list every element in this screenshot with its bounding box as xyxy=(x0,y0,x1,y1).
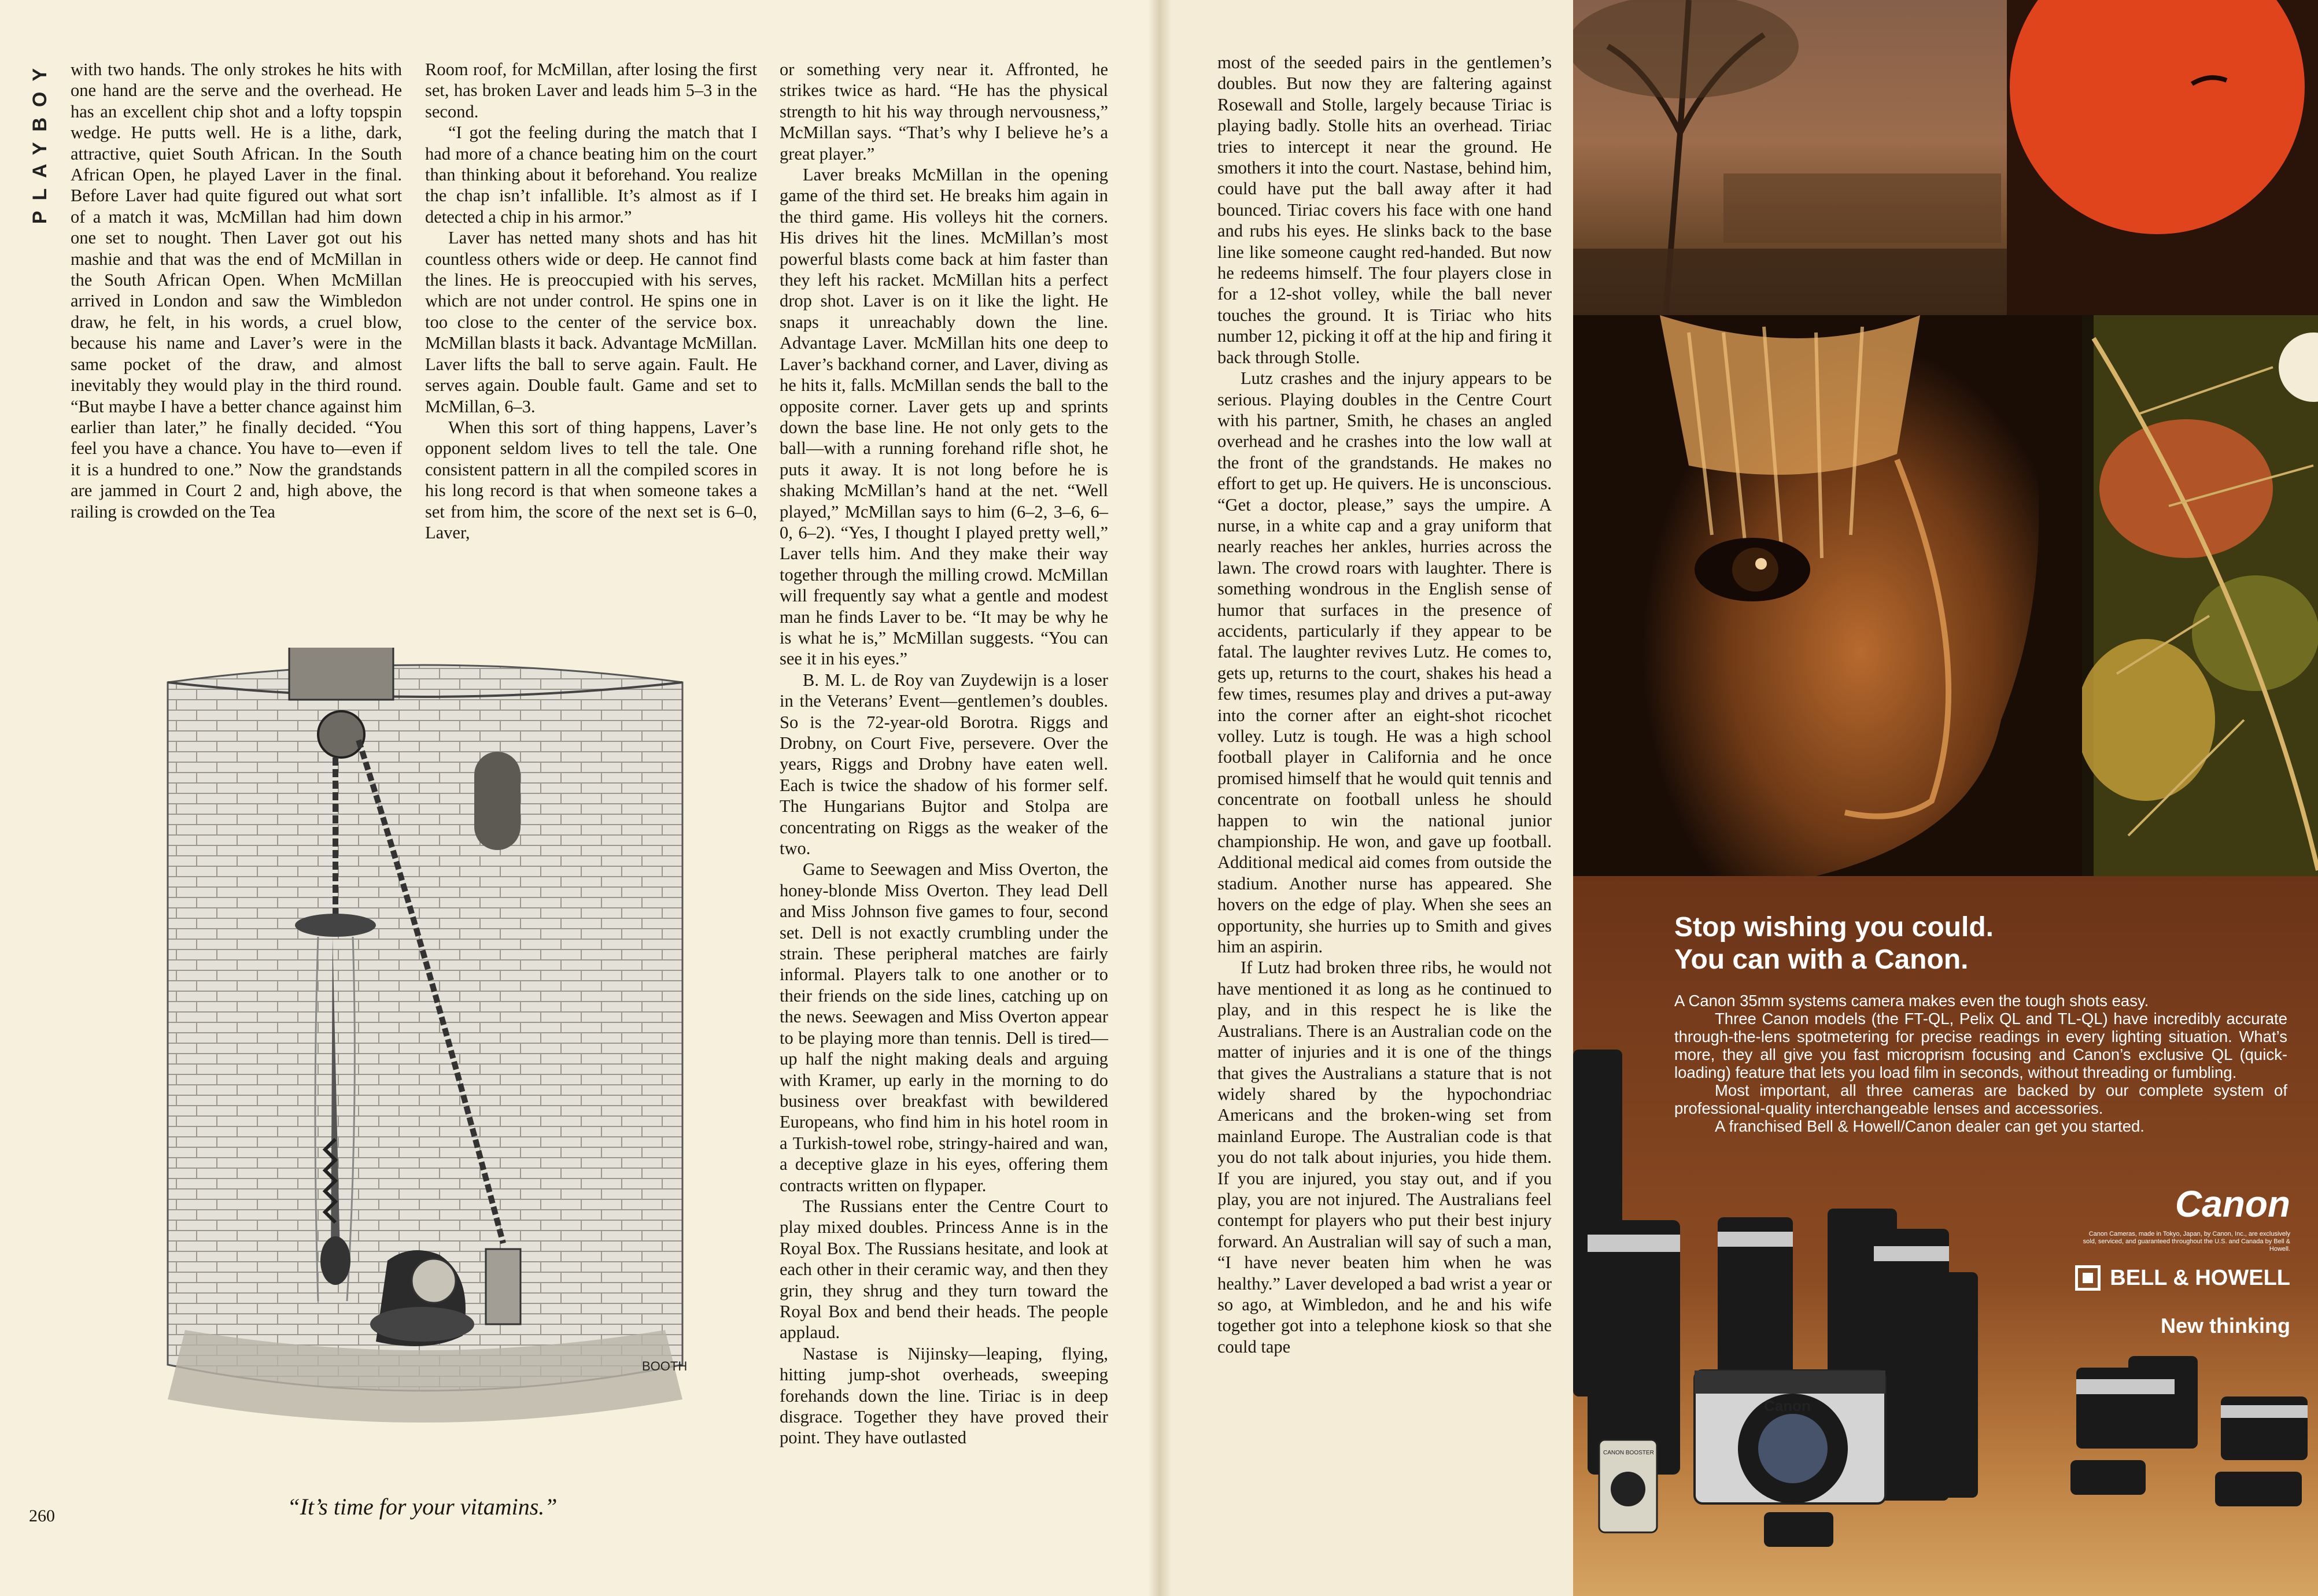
ad-headline-line-1: Stop wishing you could. xyxy=(1674,912,1994,943)
sun-photo xyxy=(2007,0,2318,315)
article-paragraph: Lutz crashes and the injury appears to be serious. Playing doubles in the Centre Court with his partner, Smith, he chases an angled overhead and he crashes into the low wall at the front of the grandstands. He makes no effort to get up. He quivers. He is unconscious. “Get a doctor, please,” says the umpire. A nurse, in a white cap and a gray uniform that nearly reaches her ankles, hurries across the lawn. The crowd roars with laughter. There is something wondrous in the English sense of humor that surfaces in the presence of accidents, particularly if they appear to be fatal. The laughter revives Lutz. He comes to, gets up, returns to the court, shakes his head a few times, resumes play and drives a put-away into the corner after an eight-shot ricochet volley. Lutz is tough. He was a high school football player in California and he once promised himself that he would quit tennis and concentrate on football unless he should happen to win the national junior championship. He won, and gave up football. Additional medical aid comes from outside the stadium. Another nurse has appeared. She hovers on the edge of play. When she sees an opportunity, she hurries up to Smith and gives him an aspirin. xyxy=(1217,368,1552,957)
camera-brand-badge: Canon xyxy=(1764,1397,1811,1414)
canon-logo: Canon xyxy=(2175,1183,2290,1225)
ad-paragraph: Three Canon models (the FT-QL, Pelix QL and TL-QL) have incredibly accurate through-the-lens spotmetering for precise readings in every lighting situation. What’s more, they all give you fast microprism focusing and Canon’s exclusive QL (quick-loading) feature that lets you load film in seconds, without threading or fumbling. xyxy=(1674,1010,2287,1081)
article-paragraph: Room roof, for McMillan, after losing the first set, has broken Laver and leads him 5–3 in the second. xyxy=(425,60,757,121)
tree-photo xyxy=(1573,0,2007,315)
article-column-3 xyxy=(780,59,1108,1449)
article-column-2 xyxy=(425,59,757,543)
article-paragraph: Laver has netted many shots and has hit countless others wide or deep. He cannot find the lines. He is preoccupied with his serves, which are not under control. He spins one in too close to the center of the service box. McMillan blasts it back. Advantage McMillan. Laver lifts the ball to serve again. Fault. He serves again. Double fault. Game and set to McMillan, 6–3. xyxy=(425,228,757,416)
article-paragraph: If Lutz had broken three ribs, he would not have mentioned it as long as he continued to play, and in this respect he is like the Australians. There is an Australian code on the matter of injuries and it is one of the things that gives the Australians a stature that is not widely shared by the hypochondriac Americans and the broken-wing set from mainland Europe. The Australian code is that you do not talk about injuries, you hide them. If you are injured, you stay out, and if you play, you are not injured. The Australians feel contempt for players who put their best injury forward. An Australian will say of such a man, “I have never beaten him when he was healthy.” Laver developed a bad wrist a year or so ago, at Wimbledon, and he and his wife together got into a telephone kiosk so that she could tape xyxy=(1217,958,1552,1357)
ad-tagline: New thinking xyxy=(2161,1314,2290,1338)
cartoon-signature: BOOTH xyxy=(642,1359,688,1373)
autumn-leaf-photo xyxy=(2082,315,2318,876)
article-paragraph: most of the seeded pairs in the gentlemen’s doubles. But now they are faltering against Rosewall and Stolle, largely because Tiriac is playing badly. Stolle hits an overhead. Tiriac tries to intercept it near the ground. He smothers it into the court. Nastase, behind him, could have put the ball away after it had bounced. Tiriac covers his face with one hand and rubs his eyes. He slinks back to the base line like someone caught red-handed. But now he redeems himself. The four players close in for a 12-shot volley, while the ball never touches the ground. It is Tiriac who hits number 12, picking it off at the hip and firing it back through Stolle. xyxy=(1217,53,1552,367)
article-paragraph: B. M. L. de Roy van Zuydewijn is a loser in the Veterans’ Event—gentlemen’s doubles. So is the 72-year-old Borotra. Riggs and Drobny, on Court Five, persevere. Over the years, Riggs and Drobny have eaten well. Each is twice the shadow of his former self. The Hungarians Bujtor and Stolpa are concentrating on Riggs as the weaker of the two. xyxy=(780,670,1108,859)
ad-paragraph: A franchised Bell & Howell/Canon dealer can get you started. xyxy=(1715,1117,2144,1135)
gutter xyxy=(1148,0,1171,1596)
canon-fine-print: Canon Cameras, made in Tokyo, Japan, by Canon, Inc., are exclusively sold, serviced, and guaranteed throughout the U.S. and Canada by Bell & Howell. xyxy=(2083,1231,2290,1253)
canon-advertisement xyxy=(1573,0,2318,1596)
article-paragraph: Game to Seewagen and Miss Overton, the honey-blonde Miss Overton. They lead Dell and Miss Johnson five games to four, second set. Dell is not exactly crumbling under the strain. These peripheral matches are fairly informal. Players talk to one another or to their friends on the side lines, catching up on the news. Seewagen and Miss Overton appear to be playing more than tennis. Dell is tired—up half the night making deals and arguing with Kramer, up early in the morning to do business over breakfast with bewildered Europeans, who find him in his hotel room in a Turkish-towel robe, stringy-haired and wan, a deceptive glaze in his eyes, offering them contracts written on flypaper. xyxy=(780,859,1108,1195)
ad-paragraph: Most important, all three cameras are backed by our complete system of professional-quality interchangeable lenses and accessories. xyxy=(1674,1081,2287,1117)
ad-paragraph: A Canon 35mm systems camera makes even the tough shots easy. xyxy=(1674,992,2149,1010)
article-paragraph: Laver breaks McMillan in the opening game of the third set. He breaks him again in the third game. His volleys hit the corners. His drives hit the lines. McMillan’s most powerful blasts come back at him faster than they left his racket. McMillan hits a perfect drop shot. Laver is on it like the light. He snaps it unreachably down the line. Advantage Laver. McMillan hits one deep to Laver’s backhand corner, and Laver, diving as he hits it, falls. McMillan sends the ball to the opposite corner. Laver gets up and sprints down the base line. He not only gets to the ball—with a running forehand rifle shot, he puts it away. It is not long before he is shaking McMillan’s hand at the net. “Well played,” McMillan says to him (6–2, 3–6, 6–0, 6–2). “Yes, I thought I played pretty well,” Laver tells him. And they make their way together through the milling crowd. McMillan will frequently say what a gentle and modest man he finds Laver to be. “It may be why he is what he is,” McMillan suggests. “You can see it in his eyes.” xyxy=(780,165,1108,669)
article-paragraph: “I got the feeling during the match that I had more of a chance beating him on the court than thinking about it beforehand. You realize the chap isn’t infallible. It’s almost as if I detected a chip in his armor.” xyxy=(425,123,757,227)
article-paragraph: or something very near it. Affronted, he strikes twice as hard. “He has the physical strength to hit his way through nervousness,” McMillan says. “That’s why I believe he’s a great player.” xyxy=(780,60,1108,164)
article-paragraph: The Russians enter the Centre Court to play mixed doubles. Princess Anne is in the Royal Box. The Russians hesitate, and look at each other in their ceramic way, and then they grin, they shrug and they turn toward the Royal Box and bend their heads. The people applaud. xyxy=(780,1196,1108,1343)
ad-headline-line-2: You can with a Canon. xyxy=(1674,944,1969,975)
cartoon-illustration xyxy=(145,648,700,1469)
article-paragraph: When this sort of thing happens, Laver’s opponent seldom lives to tell the tale. One consistent pattern in all the compiled scores in his long record is that when someone takes a set from him, the score of the next set is 6–0, Laver, xyxy=(425,417,757,542)
ad-headline xyxy=(1674,911,2287,976)
bell-howell-logo xyxy=(2036,1265,2290,1291)
article-column-1 xyxy=(71,59,402,522)
booster-label: CANON BOOSTER xyxy=(1603,1450,1654,1456)
bell-howell-wordmark: BELL & HOWELL xyxy=(2110,1265,2290,1290)
article-paragraph: with two hands. The only strokes he hits with one hand are the serve and the overhead. He has an excellent chip shot and a lofty topspin wedge. He putts well. He is a lithe, dark, attractive, quiet South African. In the South African Open, he played Laver in the final. Before Laver had quite figured out what sort of a match it was, McMillan had him down one set to nought. Then Laver got out his mashie and that was the end of McMillan in the South African Open. When McMillan arrived in London and saw the Wimbledon draw, he felt, in his words, a cruel blow, because his name and Laver’s were in the same pocket of the draw, and almost inevitably they would play in the third round. “But maybe I have a better chance against him earlier than later,” he finally decided. “You feel you have a chance. You have to—even if it is a hundred to one.” Now the grandstands are jammed in Court 2 and, high above, the railing is crowded on the Tea xyxy=(71,60,402,522)
ad-body-copy xyxy=(1674,992,2287,1135)
cartoon-caption: “It’s time for your vitamins.” xyxy=(287,1494,558,1520)
page-number: 260 xyxy=(29,1506,55,1525)
article-column-4 xyxy=(1217,52,1552,1357)
face-closeup-photo xyxy=(1573,315,2082,876)
article-paragraph: Nastase is Nijinsky—leaping, flying, hitting jump-shot overheads, sweeping forehands down the line. Tiriac is in deep disgrace. Together they have proved their point. They have outlasted xyxy=(780,1343,1108,1448)
bell-howell-icon xyxy=(2075,1265,2101,1291)
magazine-folio: PLAYBOY xyxy=(29,58,51,224)
